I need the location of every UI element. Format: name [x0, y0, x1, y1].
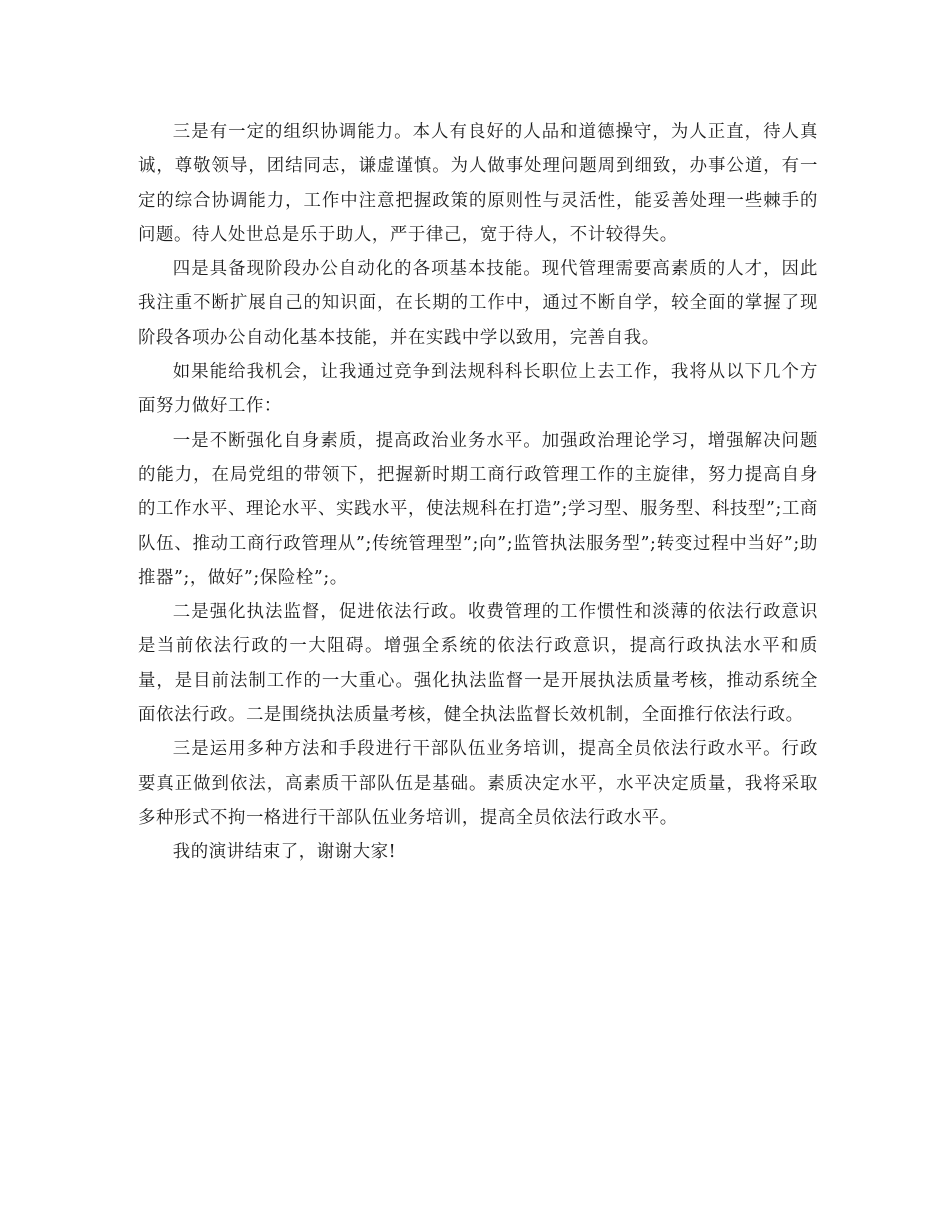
paragraph-intro-plan: 如果能给我机会，让我通过竞争到法规科科长职位上去工作，我将从以下几个方面努力做好工作：	[138, 362, 818, 417]
paragraph-closing: 我的演讲结束了，谢谢大家!	[172, 842, 397, 863]
paragraph-plan-one: 一是不断强化自身素质，提高政治业务水平。加强政治理论学习，增强解决问题的能力，在局党组的带领下，把握新时期工商行政管理工作的主旋律，努力提高自身的工作水平、理论水平、实践水平，使法规科在打造”;学习型、服务型、科技型”;工商队伍、推动工商行政管理从”;传统管理型”;向”;监管执法服务型”;转变过程中当好”;助推器”;，做好”;保险栓”;。	[138, 430, 818, 588]
document-body	[138, 115, 818, 870]
paragraph-office-automation: 四是具备现阶段办公自动化的各项基本技能。现代管理需要高素质的人才，因此我注重不断扩展自己的知识面，在长期的工作中，通过不断自学，较全面的掌握了现阶段各项办公自动化基本技能，并在实践中学以致用，完善自我。	[138, 259, 818, 348]
paragraph-plan-three: 三是运用多种方法和手段进行干部队伍业务培训，提高全员依法行政水平。行政要真正做到依法，高素质干部队伍是基础。素质决定水平，水平决定质量，我将采取多种形式不拘一格进行干部队伍业务培训，提高全员依法行政水平。	[138, 739, 818, 828]
paragraph-organizing-ability: 三是有一定的组织协调能力。本人有良好的人品和道德操守，为人正直，待人真诚，尊敬领导，团结同志，谦虚谨慎。为人做事处理问题周到细致，办事公道，有一定的综合协调能力，工作中注意把握政策的原则性与灵活性，能妥善处理一些棘手的问题。待人处世总是乐于助人，严于律己，宽于待人，不计较得失。	[138, 122, 818, 245]
paragraph-plan-two: 二是强化执法监督，促进依法行政。收费管理的工作惯性和淡薄的依法行政意识是当前依法行政的一大阻碍。增强全系统的依法行政意识，提高行政执法水平和质量，是目前法制工作的一大重心。强化执法监督一是开展执法质量考核，推动系统全面依法行政。二是围绕执法质量考核，健全执法监督长效机制，全面推行依法行政。	[138, 602, 818, 726]
